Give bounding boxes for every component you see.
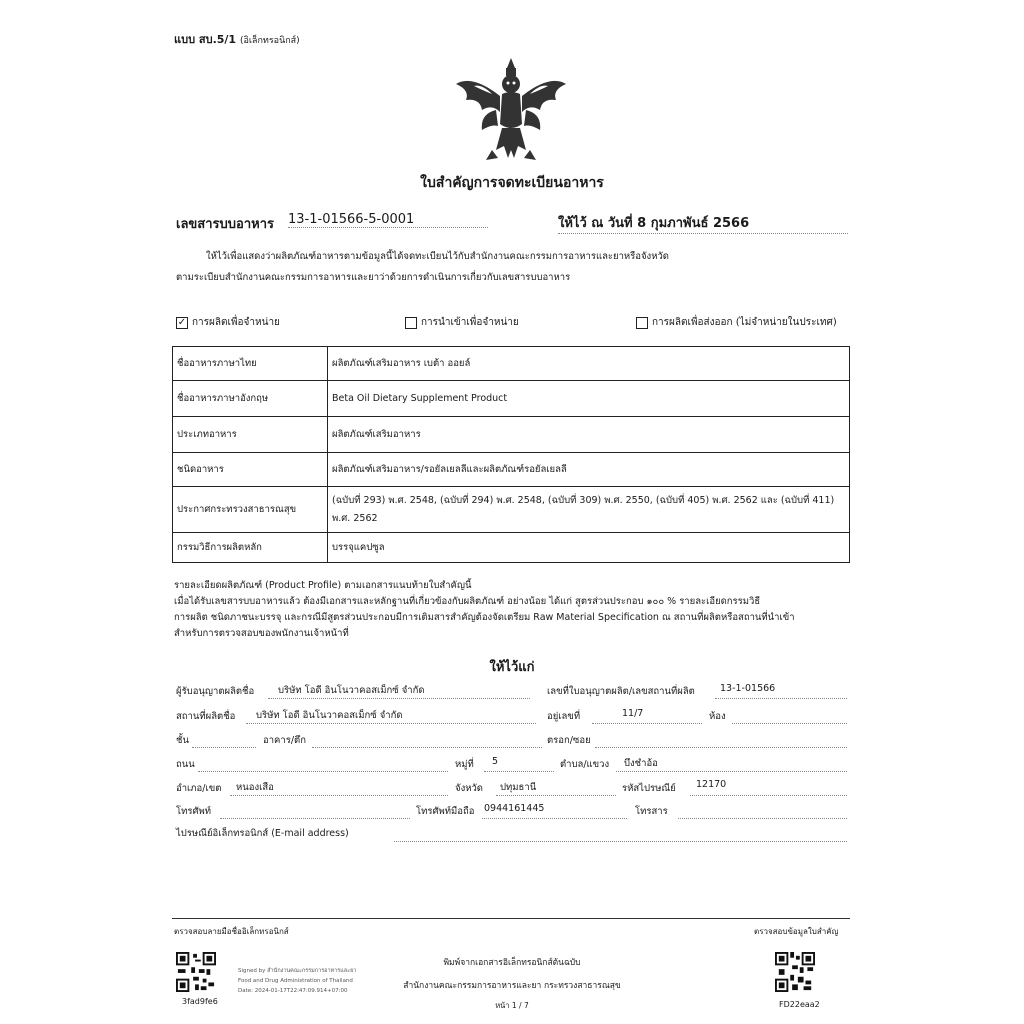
- table-value: ผลิตภัณฑ์เสริมอาหาร เบต้า ออยล์: [328, 347, 850, 381]
- moo-line: [484, 771, 554, 772]
- table-key: ประเภทอาหาร: [173, 417, 328, 453]
- mobile-line: [482, 818, 627, 819]
- mobile-label: โทรศัพท์มือถือ: [416, 806, 475, 817]
- table-value: (ฉบับที่ 293) พ.ศ. 2548, (ฉบับที่ 294) พ.ศ. 2548, (ฉบับที่ 309) พ.ศ. 2550, (ฉบับที่ 405) พ.ศ. 2562 และ (ฉบับที่ 411) พ.ศ. 2562: [328, 487, 850, 533]
- province-label: จังหวัด: [455, 783, 483, 794]
- moo-label: หมู่ที่: [455, 759, 474, 770]
- fax-label: โทรสาร: [635, 806, 668, 817]
- district-value: หนองเสือ: [236, 782, 274, 793]
- road-line: [198, 771, 448, 772]
- floor-line: [192, 747, 256, 748]
- license-no-value: 13-1-01566: [720, 683, 776, 694]
- verify-data-label: ตรวจสอบข้อมูลใบสำคัญ: [754, 927, 839, 936]
- site-value: บริษัท โอดี อินโนวาคอสเม็กซ์ จำกัด: [256, 710, 403, 721]
- sig-line: Food and Drug Administration of Thailand: [238, 978, 353, 984]
- checkbox-label: การนำเข้าเพื่อจำหน่าย: [421, 317, 519, 328]
- licensee-value: บริษัท โอดี อินโนวาคอสเม็กซ์ จำกัด: [278, 685, 425, 696]
- checkbox-empty-icon: [636, 317, 648, 329]
- issued-date: ให้ไว้ ณ วันที่ 8 กุมภาพันธ์ 2566: [558, 212, 848, 234]
- phone-line: [220, 818, 410, 819]
- postcode-label: รหัสไปรษณีย์: [622, 783, 676, 794]
- site-line: [246, 723, 536, 724]
- checkbox-empty-icon: [405, 317, 417, 329]
- soi-label: ตรอก/ซอย: [547, 735, 591, 746]
- product-profile-text: [174, 578, 854, 642]
- print-line-2: สำนักงานคณะกรรมการอาหารและยา กระทรวงสาธารณสุข: [403, 981, 621, 991]
- license-no-line: [715, 698, 847, 699]
- table-row: [173, 417, 850, 453]
- table-row: [173, 533, 850, 563]
- table-row: [173, 347, 850, 381]
- left-code: 3fad9fe6: [182, 997, 218, 1006]
- district-label: อำเภอ/เขต: [176, 783, 222, 794]
- table-value: ผลิตภัณฑ์เสริมอาหาร: [328, 417, 850, 453]
- intro-line-2: ตามระเบียบสำนักงานคณะกรรมการอาหารและยาว่าด้วยการดำเนินการเกี่ยวกับเลขสารบบอาหาร: [176, 272, 571, 283]
- postcode-line: [690, 795, 847, 796]
- table-row: [173, 453, 850, 487]
- license-no-label: เลขที่ใบอนุญาตผลิต/เลขสถานที่ผลิต: [547, 686, 695, 697]
- subdistrict-value: บึงชำอ้อ: [624, 758, 658, 769]
- table-row: [173, 487, 850, 533]
- verify-signature-label: ตรวจสอบลายมือชื่ออิเล็กทรอนิกส์: [174, 927, 289, 936]
- profile-line: เมื่อได้รับเลขสารบบอาหารแล้ว ต้องมีเอกสารและหลักฐานที่เกี่ยวข้องกับผลิตภัณฑ์ อย่างน้อย ได้แก่ สูตรส่วนประกอบ ๑๐๐ % รายละเอียดกรรมวิธี: [174, 596, 761, 607]
- page-title: ใบสำคัญการจดทะเบียนอาหาร: [420, 175, 604, 191]
- table-key: กรรมวิธีการผลิตหลัก: [173, 533, 328, 563]
- soi-line: [595, 747, 847, 748]
- form-code-sub: (อิเล็กทรอนิกส์): [239, 36, 300, 46]
- table-key: ชนิดอาหาร: [173, 453, 328, 487]
- phone-label: โทรศัพท์: [176, 806, 212, 817]
- district-line: [230, 795, 448, 796]
- table-row: [173, 381, 850, 417]
- table-key: ชื่ออาหารภาษาอังกฤษ: [173, 381, 328, 417]
- intro-text: [176, 246, 856, 288]
- verify-qr-code-icon[interactable]: [775, 952, 815, 992]
- footer-divider: [172, 918, 850, 919]
- licensee-line: [268, 698, 530, 699]
- sig-line: Signed by สำนักงานคณะกรรมการอาหารและยา: [238, 968, 357, 974]
- checkbox-checked-icon: ✓: [177, 316, 187, 328]
- garuda-emblem-icon: [452, 54, 570, 164]
- doc-no-label: เลขสารบบอาหาร: [176, 217, 274, 232]
- mobile-value: 0944161445: [484, 803, 545, 814]
- site-label: สถานที่ผลิตชื่อ: [176, 711, 236, 722]
- licensee-label: ผู้รับอนุญาตผลิตชื่อ: [176, 686, 255, 697]
- moo-value: 5: [492, 756, 499, 767]
- address-no-label: อยู่เลขที่: [547, 711, 581, 722]
- checkbox-produce-sale[interactable]: [176, 315, 280, 330]
- table-value: บรรจุแคปซูล: [328, 533, 850, 563]
- subdistrict-label: ตำบล/แขวง: [560, 759, 610, 770]
- form-code: [174, 30, 300, 48]
- building-line: [312, 747, 542, 748]
- email-label: ไปรษณีย์อิเล็กทรอนิกส์ (E-mail address): [176, 828, 349, 839]
- subdistrict-line: [616, 771, 847, 772]
- checkbox-export[interactable]: [636, 315, 837, 330]
- province-value: ปทุมธานี: [500, 782, 537, 793]
- building-label: อาคาร/ตึก: [263, 735, 306, 746]
- form-code-main: แบบ สบ.5/1: [174, 33, 237, 46]
- room-label: ห้อง: [709, 711, 726, 722]
- food-info-table: [172, 346, 850, 563]
- province-line: [496, 795, 616, 796]
- table-value: Beta Oil Dietary Supplement Product: [328, 381, 850, 417]
- fax-line: [678, 818, 847, 819]
- checkbox-import-sale[interactable]: [405, 315, 519, 330]
- checkbox-label: การผลิตเพื่อจำหน่าย: [192, 317, 280, 328]
- right-code: FD22eaa2: [779, 1000, 820, 1009]
- table-key: ประกาศกระทรวงสาธารณสุข: [173, 487, 328, 533]
- floor-label: ชั้น: [176, 735, 189, 746]
- address-no-line: [592, 723, 702, 724]
- doc-no-value: 13-1-01566-5-0001: [288, 212, 488, 228]
- profile-line: รายละเอียดผลิตภัณฑ์ (Product Profile) ตามเอกสารแนบท้ายใบสำคัญนี้: [174, 580, 472, 591]
- sig-line: Date: 2024-01-17T22:47:09.914+07:00: [238, 988, 348, 994]
- email-line: [394, 841, 847, 842]
- intro-line-1: ให้ไว้เพื่อแสดงว่าผลิตภัณฑ์อาหารตามข้อมูลนี้ได้จดทะเบียนไว้กับสำนักงานคณะกรรมการอาหารและยาหรือจังหวัด: [206, 251, 669, 262]
- page-number: หน้า 1 / 7: [495, 1001, 529, 1010]
- given-to-heading: ให้ไว้แก่: [489, 660, 535, 675]
- address-no-value: 11/7: [622, 708, 644, 719]
- print-line-1: พิมพ์จากเอกสารอิเล็กทรอนิกส์ต้นฉบับ: [443, 958, 581, 968]
- table-value: ผลิตภัณฑ์เสริมอาหาร/รอยัลเยลลีและผลิตภัณฑ์รอยัลเยลลี: [328, 453, 850, 487]
- profile-line: การผลิต ชนิดภาชนะบรรจุ และกรณีมีสูตรส่วนประกอบมีการเติมสารสำคัญต้องจัดเตรียม Raw Material Specification ณ สถานที่ผลิตหรือสถานที่นำเข้า: [174, 612, 795, 623]
- table-key: ชื่ออาหารภาษาไทย: [173, 347, 328, 381]
- postcode-value: 12170: [696, 779, 727, 790]
- profile-line: สำหรับการตรวจสอบของพนักงานเจ้าหน้าที่: [174, 628, 349, 639]
- road-label: ถนน: [176, 759, 195, 770]
- room-line: [732, 723, 847, 724]
- checkbox-label: การผลิตเพื่อส่งออก (ไม่จำหน่ายในประเทศ): [652, 317, 837, 328]
